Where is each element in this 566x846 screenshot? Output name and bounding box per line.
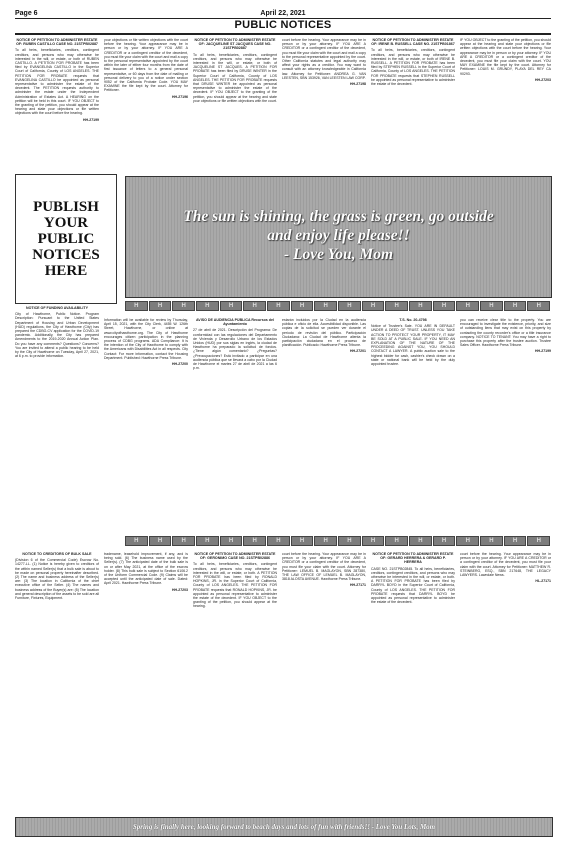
tile-icon: H <box>267 301 290 311</box>
notice-body: Information will be available for review by Thursday, April 15, 2021, with the City Clerk, 4455 W. 126th Street, Hawthorne, or online at www.cityofhawthorne.org. The City of Hawthorne encourages citizen participation in the planning process of CDBG programs. ADA Compliance: It is the intention of the City of Hawthorne to comply with the Americans with Disabilities Act in all respects. City Contact: For more information, contact the Housing Department. Published: Hawthorne Press Tribune. <box>104 318 188 360</box>
notice-title: NOTICE OF PETITION TO ADMINISTER ESTATE OF: IRENE B. RUSSELL CASE NO. 21STPB01867 <box>371 38 455 47</box>
tile-icon: H <box>125 301 148 311</box>
notice-column-3-bottom <box>193 552 277 812</box>
tile-icon: H <box>243 536 266 546</box>
notice-id: HH-27201 <box>350 349 366 354</box>
banner-line-1: The sun is shining, the grass is green, go outside <box>183 208 494 225</box>
notice-id: HH-27203 <box>535 77 551 82</box>
notice-id: HH-27196 <box>172 94 188 99</box>
tile-icon: H <box>220 536 243 546</box>
header-rule-bottom <box>15 33 551 35</box>
notice-body: 27 de abril de 2021. Descripción del Programa: De conformidad con las regulaciones del Departamento de Vivienda y Desarrollo Urbano de los Estados Unidos (HUD) por sus siglas en inglés, la ciudad de Hawthorne ha preparado la solicitud de fondos. ¿Tiene algún comentario? ¿Preguntas? ¿Preocupaciones? Está invitado a participar en una audiencia pública que se llevará a cabo por la Ciudad de Hawthorne el martes 27 de abril de 2021 a las 6 p.m. <box>193 328 277 371</box>
notice-body: To all heirs, beneficiaries, creditors, contingent creditors, and persons who may otherwise be interested in the will, or estate, or both of JACQUELINE ST JACQUES. A PETITION FOR PROBATE has been filed by DRUSE WINTER in the Superior Court of California, County of LOS ANGELES. THE PETITION FOR PROBATE requests that DRUSE WINTER be appointed as personal representative to administer the estate of the decedent. IF YOU OBJECT to the granting of the petition, you should appear at the hearing and state your objections or file written objections with the court. <box>193 52 277 103</box>
tile-icon: H <box>314 301 337 311</box>
notice-column-1-bottom <box>15 552 99 812</box>
notice-body: IF YOU OBJECT to the granting of the petition, you should appear at the hearing and state your objections or file written objections with the court before the hearing. Your appearance may be in person or by your attorney. IF YOU ARE A CREDITOR or a contingent creditor of the decedent, you must file your claim with the court. YOU MAY EXAMINE the file kept by the court. Attorney for Petitioner: LOUIS M. GRUNDY, PLAYA DEL REY CA 90293. <box>460 38 551 76</box>
tile-icon: H <box>338 536 361 546</box>
tile-icon: H <box>291 301 314 311</box>
notice-body: estarán incluidos por la Ciudad en la audiencia pública e oficio de ella. Accesibilidad disponible. Las copias de la solicitud se pueden ver durante el período de revisión del público. Participación Ciudadana: La Ciudad de Hawthorne alienta la participación ciudadana en el proceso de planificación. Publicado: Hawthorne Press Tribune. <box>282 318 366 348</box>
notice-title: NOTICE OF PETITION TO ADMINISTER ESTATE OF: RUBEN CASTILLO CASE NO. 21STPB02887 <box>16 38 98 47</box>
tile-icon: H <box>456 536 479 546</box>
tile-icon: H <box>267 536 290 546</box>
notice-column-4-bottom <box>282 552 366 812</box>
publish-notices-ad <box>15 174 117 304</box>
notice-id: HH-27200 <box>172 362 188 367</box>
notice-body: court before the hearing. Your appearance may be in person or by your attorney. IF YOU ARE A CREDITOR or a contingent creditor of the decedent, you must file your claim with the court. Attorney for Petitioner: LEMUEL B. MAGLAYON, SBN 287380, THE LAW OFFICE OF LEMUEL B. MAGLAYON, 3818 ALOSTA AVENUE. Hawthorne Press Tribune. <box>282 552 366 582</box>
notice-column-4-top <box>282 38 366 170</box>
notice-column-6-top <box>460 38 551 170</box>
tile-icon: H <box>291 536 314 546</box>
banner-message <box>126 207 551 264</box>
ad-line: PUBLISH <box>33 199 99 215</box>
tile-icon: H <box>220 301 243 311</box>
tile-icon: H <box>125 536 148 546</box>
ad-line: NOTICES <box>32 247 100 263</box>
tile-icon: H <box>362 301 385 311</box>
tile-icon: H <box>338 301 361 311</box>
tile-icon: H <box>433 301 456 311</box>
decorative-tile-strip <box>125 301 550 311</box>
header-rule-top <box>15 18 551 19</box>
notice-column-2-top <box>104 38 188 170</box>
notice-column-5-top <box>371 38 455 170</box>
tile-icon: H <box>504 301 527 311</box>
notice-column-6-bottom <box>460 552 551 812</box>
notice-body: To all heirs, beneficiaries, creditors, contingent creditors, and persons who may otherwise be interested in the will, or estate, or both of IRENE B. RUSSELL. A PETITION FOR PROBATE has been filed by STEPHEN RUSSELL in the Superior Court of California, County of LOS ANGELES. THE PETITION FOR PROBATE requests that STEPHEN RUSSELL be appointed as personal representative to administer the estate of the decedent. <box>371 48 455 87</box>
notice-body: your objections or file written objections with the court before the hearing. Your appearance may be in person or by your attorney. IF YOU ARE A CREDITOR or a contingent creditor of the decedent, you must file your claim with the court and mail a copy to the personal representative appointed by the court within the later of either four months from the date of first issuance of letters to a general personal representative, or 60 days from the date of mailing or personal delivery to you of a notice under section 9052 of the California Probate Code. YOU MAY EXAMINE the file kept by the court. Attorney for Petitioner. <box>104 38 188 93</box>
tile-icon: H <box>480 536 503 546</box>
tile-icon: H <box>149 536 172 546</box>
message-banner <box>125 176 552 298</box>
notice-title: T.S. No. 20-4798 <box>399 318 427 322</box>
notice-column-4-mid <box>282 318 366 532</box>
tile-icon: H <box>456 301 479 311</box>
tile-icon: H <box>385 536 408 546</box>
notice-body: To all heirs, beneficiaries, creditors, contingent creditors, and persons who may otherwise be interested in the will, or estate, or both. A PETITION FOR PROBATE has been filed by RONALD HOPKINS, JR. in the Superior Court of California, County of LOS ANGELES. THE PETITION FOR PROBATE requests that RONALD HOPKINS, JR. be appointed as personal representative to administer the estate of the decedent. IF YOU OBJECT to the granting of the petition, you should appear at the hearing. <box>193 562 277 609</box>
tile-icon: H <box>409 301 432 311</box>
page-number: Page 6 <box>15 10 38 17</box>
notice-column-2-mid <box>104 318 188 532</box>
notice-title: NOTICE OF PETITION TO ADMINISTER ESTATE OF: GERARD HERRERA & GERARD P. HERRERA <box>372 552 454 565</box>
tile-icon: H <box>527 301 550 311</box>
ad-line: PUBLIC <box>37 231 95 247</box>
banner-line-2: and enjoy life please!! <box>267 227 410 244</box>
tile-icon: H <box>149 301 172 311</box>
notice-body: To all heirs, beneficiaries, creditors, contingent creditors, and persons who may otherwise be interested in the will, or estate, or both of RUBEN CASTILLO. A PETITION FOR PROBATE has been filed by EVANGELINA CASTILLO in the Superior Court of California, County of LOS ANGELES. THE PETITION FOR PROBATE requests that EVANGELINA CASTILLO be appointed as personal representative to administer the estate of the decedent. The PETITION requests authority to administer the estate under the Independent Administration of Estates Act. A HEARING on the petition will be held in this court. IF YOU OBJECT to the granting of the petition, you should appear at the hearing and state your objections or file written objections with the court before the hearing. <box>15 48 99 116</box>
tile-icon: H <box>409 536 432 546</box>
notice-id: HH-27199 <box>535 349 551 354</box>
notice-column-2-bottom <box>104 552 188 812</box>
notice-title: NOTICE OF FUNDING AVAILABILITY <box>25 306 89 310</box>
footer-message: Spring is finally here, looking forward to beach days and lots of fun with friends!! - Love You Lots, Mom <box>132 823 436 831</box>
notice-id: HL-27171 <box>535 579 551 584</box>
tile-icon: H <box>433 536 456 546</box>
tile-icon: H <box>504 536 527 546</box>
tile-icon: H <box>385 301 408 311</box>
notice-column-5-bottom <box>371 552 455 812</box>
notice-title: AVISO DE AUDIENCIA PÚBLICA Recursos del Ayuntamiento <box>195 318 274 327</box>
notice-id: HH-27199 <box>83 117 99 122</box>
notice-column-1-top <box>15 38 99 170</box>
notice-body: Notice of Trustee's Sale. YOU ARE IN DEFAULT UNDER A DEED OF TRUST. UNLESS YOU TAKE ACTION TO PROTECT YOUR PROPERTY, IT MAY BE SOLD AT A PUBLIC SALE. IF YOU NEED AN EXPLANATION OF THE NATURE OF THE PROCEEDING AGAINST YOU, YOU SHOULD CONTACT A LAWYER. A public auction sale to the highest bidder for cash, cashier's check drawn on a state or national bank will be held by the duly appointed trustee. <box>371 324 455 367</box>
tile-icon: H <box>172 301 195 311</box>
notice-body: court before the hearing. Your appearance may be in person or by your attorney. IF YOU ARE A CREDITOR or a contingent creditor of the decedent, you must file your claim with the court. Attorney for Petitioner: MATTHEW R. STEINBERG, ESQ., SBN 217648, THE LEGACY LAWYERS. Lawndale News. <box>460 552 551 578</box>
ad-line: YOUR <box>43 215 89 231</box>
tile-icon: H <box>196 536 219 546</box>
notice-title: NOTICE TO CREDITORS OF BULK SALE <box>22 552 92 556</box>
banner-line-3: - Love You, Mom <box>283 246 394 263</box>
tile-icon: H <box>243 301 266 311</box>
tile-icon: H <box>362 536 385 546</box>
section-title: PUBLIC NOTICES <box>234 19 332 31</box>
notice-title: NOTICE OF PETITION TO ADMINISTER ESTATE OF: JACQUELINE ST JACQUES CASE NO. 21STPB02887 <box>194 38 276 51</box>
notice-column-6-mid <box>460 318 551 532</box>
footer-banner <box>15 817 553 837</box>
notice-body: court before the hearing. Your appearance may be in person or by your attorney. IF YOU ARE A CREDITOR or a contingent creditor of the decedent, you must file your claim with the court and mail a copy to the personal representative appointed by the court. Other California statutes and legal authority may affect your rights as a creditor. You may want to consult with an attorney knowledgeable in California law. Attorney for Petitioner: ANDREA G. VAN LEESTEN, SBN 153926, VAN LEESTEN LAW CORP. <box>282 38 366 80</box>
notice-column-3-mid <box>193 318 277 532</box>
notice-column-1-mid <box>15 306 99 532</box>
notice-body: (Division 6 of the Commercial Code) Escrow No. 14277-LL. (1) Notice is hereby given to creditors of the within named Seller(s) that a bulk sale is about to be made on personal property hereinafter described. (2) The name and business address of the Seller(s) are: (3) The location in California of the chief executive office of the Seller. (4) The names and business address of the Buyer(s) are: (5) The location and general description of the assets to be sold are all Furniture, Fixtures, Equipment. <box>15 558 99 601</box>
notice-id: HH-27171 <box>350 583 366 588</box>
notice-body: you can receive clear title to the property. You are encouraged to investigate the existence, priority, and size of outstanding liens that may exist on this property by contacting the county recorder's office or a title insurance company. NOTICE TO TENANT: You may have a right to purchase this property after the trustee auction. Trustee Sales Officer. Hawthorne Press Tribune. <box>460 318 551 348</box>
tile-icon: H <box>527 536 550 546</box>
notice-column-5-mid <box>371 318 455 532</box>
notice-body: tradename, leasehold improvement, if any, and is being sold. (6) The business name used by the Seller(s). (7) The anticipated date of the bulk sale is on or after May 2021, at the office of the escrow holder. (8) This bulk sale is subject to Section 6106.2 of the Uniform Commercial Code. (9) Claims will be accepted until the anticipated date of sale. Dated: April 2021. Hawthorne Press Tribune. <box>104 552 188 586</box>
tile-icon: H <box>172 536 195 546</box>
tile-icon: H <box>196 301 219 311</box>
notice-body: City of Hawthorne, Public Notice. Program Description: Pursuant to the United States Department of Housing and Urban Development (HUD) regulations, the City of Hawthorne (City) has prepared the CDBG-CV application for the COVID-19 pandemic. Additionally, the City has prepared Amendments to the 2019-2020 Annual Action Plan. Do you have any comments? Questions? Concerns? You are invited to attend a public hearing to be held by the City of Hawthorne on Tuesday, April 27, 2021, at 6 p.m. to provide information. <box>15 312 99 359</box>
notice-id: HH-27203 <box>172 587 188 592</box>
notice-column-3-top <box>193 38 277 170</box>
notice-id: HH-27198 <box>350 82 366 87</box>
notice-title: NOTICE OF PETITION TO ADMINISTER ESTATE OF: GERONIMO CASE NO. 21STPB02886 <box>194 552 276 561</box>
notice-body: CASE NO. 21STPB02845. To all heirs, beneficiaries, creditors, contingent creditors, and persons who may otherwise be interested in the will, or estate, or both. A PETITION FOR PROBATE has been filed by DARRYL BOYD in the Superior Court of California, County of LOS ANGELES. THE PETITION FOR PROBATE requests that DARRYL BOYD be appointed as personal representative to administer the estate of the decedent. <box>371 566 455 605</box>
tile-icon: H <box>314 536 337 546</box>
tile-icon: H <box>480 301 503 311</box>
issue-date: April 22, 2021 <box>260 10 306 17</box>
decorative-tile-strip <box>125 536 550 546</box>
ad-line: HERE <box>44 263 88 279</box>
